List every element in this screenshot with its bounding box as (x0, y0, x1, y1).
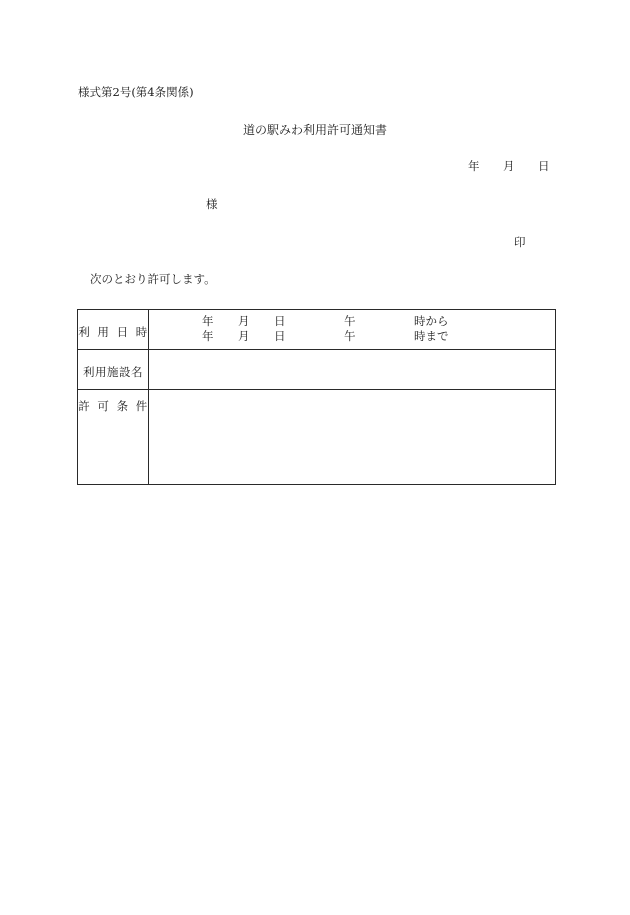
conditions-row (78, 390, 556, 485)
start-day-label: 日 (274, 314, 286, 328)
conditions-label-cell (78, 390, 149, 485)
facility-label-cell (78, 350, 149, 390)
date-day-label: 日 (538, 159, 550, 173)
usage-datetime-row (78, 310, 556, 350)
usage-start-line (149, 316, 555, 328)
usage-datetime-value-cell (149, 310, 556, 350)
seal-mark: 印 (514, 235, 526, 249)
end-time-suffix: 時まで (414, 329, 449, 343)
document-title: 道の駅みわ利用許可通知書 (242, 123, 387, 137)
form-number: 様式第2号(第4条関係) (78, 85, 194, 99)
end-year-label: 年 (202, 329, 214, 343)
permit-details-table (77, 309, 556, 485)
start-ampm-label: 午 (344, 314, 356, 328)
end-day-label: 日 (274, 329, 286, 343)
start-month-label: 月 (238, 314, 250, 328)
conditions-value-cell (149, 390, 556, 485)
usage-end-line (149, 331, 555, 343)
date-year-label: 年 (468, 159, 480, 173)
date-month-label: 月 (503, 159, 515, 173)
facility-label: 利用施設名 (83, 365, 143, 379)
start-time-suffix: 時から (414, 314, 449, 328)
intro-statement: 次のとおり許可します。 (90, 272, 216, 286)
usage-datetime-label: 利 用 日 時 (78, 325, 148, 339)
end-ampm-label: 午 (344, 329, 356, 343)
conditions-label: 許 可 条 件 (78, 399, 148, 413)
start-year-label: 年 (202, 314, 214, 328)
facility-row (78, 350, 556, 390)
end-month-label: 月 (238, 329, 250, 343)
facility-value-cell (149, 350, 556, 390)
usage-datetime-label-cell (78, 310, 149, 350)
addressee-honorific: 様 (206, 197, 218, 211)
